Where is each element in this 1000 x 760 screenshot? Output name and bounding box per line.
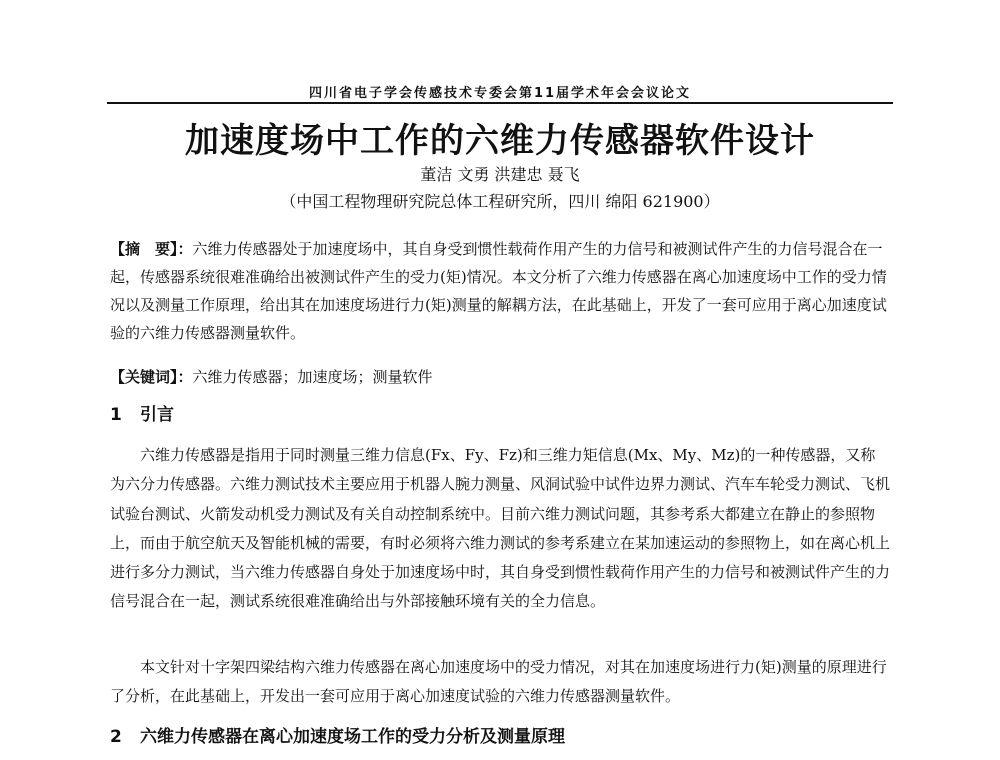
section-1-heading	[110, 400, 174, 425]
authors: 董洁 文勇 洪建忠 聂飞	[420, 165, 580, 184]
section-1-paragraph-1: 六维力传感器是指用于同时测量三维力信息(Fx、Fy、Fz)和三维力矩信息(Mx、My、Mz)的一种传感器，又称为六分力传感器。六维力测试技术主要应用于机器人腕力测量、风洞试验中试件边界力测试、汽车车轮受力测试、飞机试验台测试、火箭发动机受力测试及有关自动控制系统中。目前六维力测试问题，其参考系大都建立在静止的参照物上，而由于航空航天及智能机械的需要，有时必须将六维力测试的参考系建立在某加速运动的参照物上，如在离心机上进行多分力测试，当六维力传感器自身处于加速度场中时，其自身受到惯性载荷作用产生的力信号和被测试件产生的力信号混合在一起，测试系统很难准确给出与外部接触环境有关的全力信息。	[110, 446, 891, 611]
section-1-paragraph-2: 本文针对十字架四梁结构六维力传感器在离心加速度场中的受力情况，对其在加速度场进行力(矩)测量的原理进行了分析，在此基础上，开发出一套可应用于离心加速度试验的六维力传感器测量软件。	[110, 658, 887, 706]
running-header: 四川省电子学会传感技术专委会第11届学术年会会议论文	[308, 86, 692, 101]
section-1-number: 1	[110, 405, 122, 425]
paper-title: 加速度场中工作的六维力传感器软件设计	[185, 121, 815, 161]
abstract	[110, 235, 890, 347]
section-2-heading	[110, 722, 565, 747]
section-2-title: 六维力传感器在离心加速度场工作的受力分析及测量原理	[140, 727, 565, 747]
abstract-text: 六维力传感器处于加速度场中，其自身受到惯性载荷作用产生的力信号和被测试件产生的力信号混合在一起，传感器系统很难准确给出被测试件产生的受力(矩)情况。本文分析了六维力传感器在离心加速度场中工作的受力情况以及测量工作原理，给出其在加速度场进行力(矩)测量的解耦方法，在此基础上，开发了一套可应用于离心加速度试验的六维力传感器测量软件。	[110, 240, 887, 342]
section-2-number: 2	[110, 727, 122, 747]
keywords	[110, 363, 890, 391]
keywords-label: 【关键词】：	[110, 368, 193, 386]
abstract-label: 【摘 要】：	[110, 240, 193, 258]
section-1-title: 引言	[140, 405, 174, 425]
affiliation: （中国工程物理研究院总体工程研究所，四川 绵阳 621900）	[280, 192, 720, 211]
keywords-text: 六维力传感器；加速度场；测量软件	[192, 368, 433, 386]
header-rule	[107, 102, 893, 104]
